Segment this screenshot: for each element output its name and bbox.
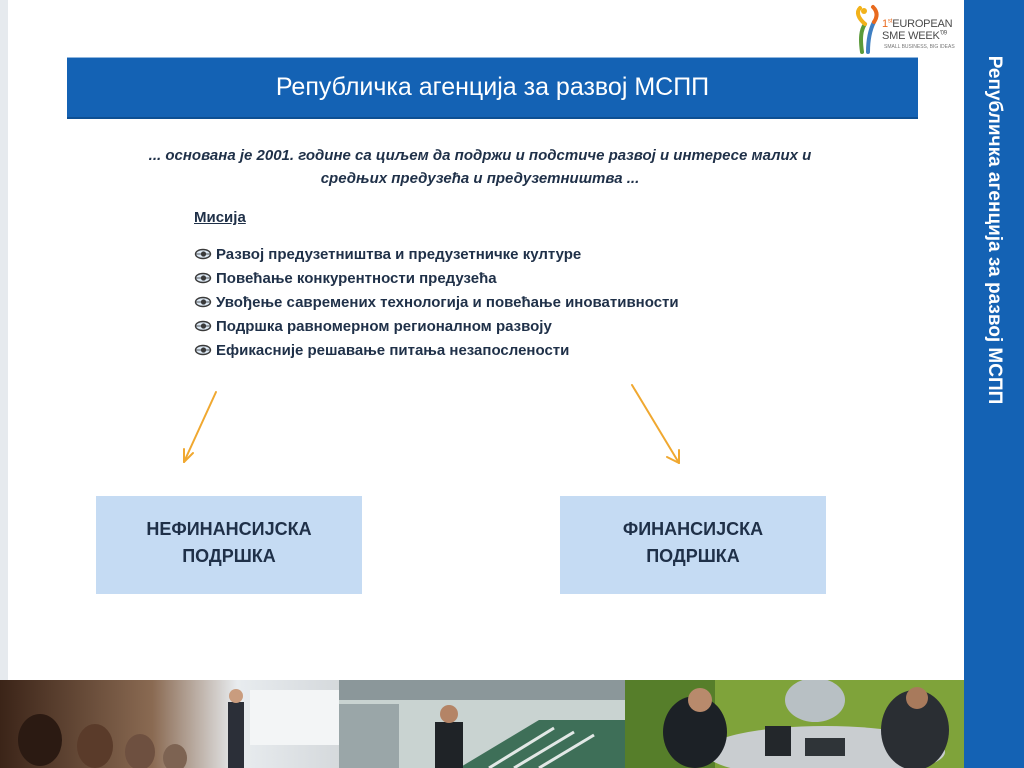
non-financial-support-box [96,496,362,594]
photo-businessman [339,680,625,768]
mission-item: Подршка равномерном регионалном развоју [194,315,679,339]
logo-tagline: SMALL BUSINESS, BIG IDEAS [884,44,955,50]
financial-support-box [560,496,826,594]
presentation-photo-icon [0,680,339,768]
mission-heading: Мисија [194,209,246,226]
mission-item: Ефикасније решавање питања незапослености [194,339,679,363]
eye-bullet-icon [194,320,212,332]
photo-presentation [0,680,339,768]
side-title: Републичка агенција за развој МСПП [984,55,1005,405]
title-bar [67,57,918,119]
sme-week-figure-icon [852,2,882,54]
eye-bullet-icon [194,248,212,260]
meeting-photo-icon [625,680,964,768]
slide-title: Републичка агенција за развој МСПП [275,73,710,101]
box-line: НЕФИНАНСИЈСКА [146,519,312,539]
logo-line2: SME $WEEK^{'09}$ [882,30,947,42]
arrow-right-icon [632,385,679,463]
eye-bullet-icon [194,344,212,356]
intro-text: ... основана је 2001. године са циљем да подржи и подстиче развој и интересе малих и средњих предузећа и предузетништва ... [148,147,812,187]
mission-list [194,243,679,363]
european-sme-week-logo [852,2,958,54]
mission-item: Увођење савремених технологија и повећање иновативности [194,291,679,315]
eye-bullet-icon [194,272,212,284]
mission-item: Повећање конкурентности предузећа [194,267,679,291]
side-title-band [964,0,1024,768]
photo-meeting [625,680,964,768]
left-edge-strip [0,0,8,768]
logo-line1: 1stEUROPEAN [882,18,953,30]
box-line: ПОДРШКА [182,546,276,566]
businessman-photo-icon [339,680,625,768]
mission-item: Развој предузетништва и предузетничке културе [194,243,679,267]
box-line: ФИНАНСИЈСКА [622,519,764,539]
eye-bullet-icon [194,296,212,308]
box-line: ПОДРШКА [646,546,740,566]
arrow-left-icon [184,392,216,462]
